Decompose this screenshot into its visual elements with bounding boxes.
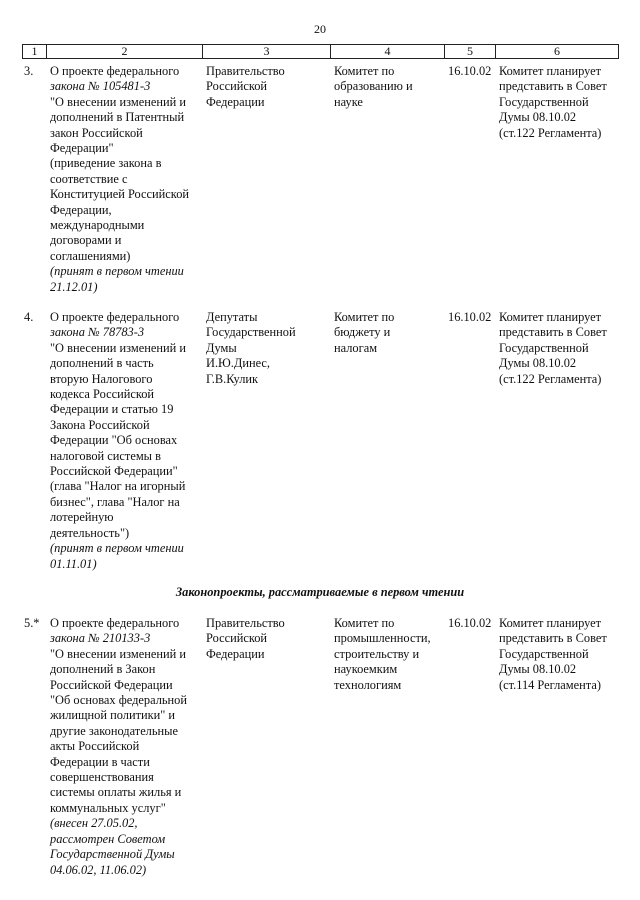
plan-line: Думы 08.10.02	[499, 662, 577, 677]
section-heading: Законопроекты, рассматриваемые в первом чтении	[175, 585, 465, 599]
bill-title-line: бизнес", глава "Налог на	[50, 494, 180, 509]
column-number-2: 2	[47, 45, 203, 59]
plan-line: Думы 08.10.02	[499, 110, 577, 125]
bill-title-line: вторую Налогового	[50, 371, 153, 386]
bill-status-line: 21.12.01)	[50, 279, 98, 294]
bill-title-cell	[50, 616, 202, 878]
bill-title-line: налоговой системы в	[50, 448, 161, 463]
bill-title-line: акты Российской	[50, 739, 140, 754]
plan-line: (ст.114 Регламента)	[499, 677, 601, 692]
row-number: 5.*	[24, 616, 40, 630]
committee-line: бюджету и	[334, 325, 391, 340]
initiator-line: Депутаты	[206, 310, 258, 324]
initiator-cell	[206, 310, 331, 387]
bill-status-line: рассмотрен Советом	[50, 831, 166, 846]
committee-cell	[334, 64, 444, 110]
plan-line: Государственной	[499, 646, 589, 661]
bill-title-line: другие законодательные	[50, 723, 178, 738]
plan-line: Думы 08.10.02	[499, 356, 577, 371]
bill-title-line: соглашениями)	[50, 248, 131, 263]
committee-line: науке	[334, 94, 363, 109]
bill-number: закона № 105481-3	[50, 79, 151, 94]
plan-line: Государственной	[499, 94, 589, 109]
bill-title-line: жилищной политики" и	[50, 708, 176, 723]
bill-title-line: "О внесении изменений и	[50, 340, 186, 355]
row-number: 3.	[24, 64, 34, 78]
bill-title-line: Российской Федерации"	[50, 464, 178, 479]
plan-line: представить в Совет	[499, 631, 607, 646]
committee-line: строительству и	[334, 646, 420, 661]
column-number-3: 3	[203, 45, 331, 59]
column-number-4: 4	[331, 45, 445, 59]
committee-line: образованию и	[334, 79, 413, 94]
initiator-line: И.Ю.Динес,	[206, 356, 270, 371]
bill-title-line: Федерации в части	[50, 754, 150, 769]
bill-number: закона № 78783-3	[50, 325, 145, 340]
committee-line: промышленности,	[334, 631, 431, 646]
bill-status-line: 01.11.01)	[50, 556, 97, 571]
date-cell: 16.10.02	[448, 616, 492, 630]
initiator-line: Российской	[206, 631, 268, 646]
plan-cell	[499, 64, 619, 141]
bill-status-line: Государственной Думы	[50, 847, 175, 862]
bill-title-cell	[50, 310, 202, 572]
bill-title-line: "О внесении изменений и	[50, 94, 186, 109]
bill-title-line: Федерации,	[50, 202, 112, 217]
initiator-line: Правительство	[206, 64, 285, 78]
bill-title-line: "О внесении изменений и	[50, 646, 186, 661]
column-number-5: 5	[445, 45, 496, 59]
plan-line: (ст.122 Регламента)	[499, 371, 602, 386]
column-number-1: 1	[23, 45, 47, 59]
bill-title-line: международными	[50, 218, 145, 233]
initiator-line: Государственной	[206, 325, 296, 340]
bill-title-line: деятельность")	[50, 525, 130, 540]
bill-status-line: 04.06.02, 11.06.02)	[50, 862, 147, 877]
column-number-6: 6	[496, 45, 619, 59]
plan-line: Комитет планирует	[499, 310, 602, 324]
committee-line: Комитет по	[334, 64, 395, 78]
committee-line: технологиям	[334, 677, 402, 692]
plan-line: (ст.122 Регламента)	[499, 125, 602, 140]
bill-title-line: кодекса Российской	[50, 387, 155, 402]
bill-title-line: (глава "Налог на игорный	[50, 479, 186, 494]
plan-line: Комитет планирует	[499, 64, 602, 78]
initiator-line: Российской	[206, 79, 268, 94]
plan-line: представить в Совет	[499, 79, 607, 94]
bill-number: закона № 210133-3	[50, 631, 151, 646]
plan-line: представить в Совет	[499, 325, 607, 340]
bill-title-line: Федерации"	[50, 141, 114, 156]
bill-title-line: Федерации и статью 19	[50, 402, 174, 417]
bill-title-line: совершенствования	[50, 770, 154, 785]
bill-title-prefix: О проекте федерального	[50, 310, 180, 324]
bill-title-line: дополнений в Патентный	[50, 110, 185, 125]
committee-cell	[334, 310, 444, 356]
bill-title-line: дополнений в часть	[50, 356, 154, 371]
initiator-line: Федерации	[206, 94, 265, 109]
bill-title-line: лотерейную	[50, 510, 114, 525]
bill-title-line: системы оплаты жилья и	[50, 785, 182, 800]
bill-title-line: коммунальных услуг"	[50, 800, 166, 815]
plan-cell	[499, 616, 619, 693]
bill-title-line: соответствие с	[50, 171, 128, 186]
bill-title-line: Российской Федерации	[50, 677, 173, 692]
date-cell: 16.10.02	[448, 310, 492, 324]
bill-title-line: Закона Российской	[50, 417, 150, 432]
initiator-line: Правительство	[206, 616, 285, 630]
committee-line: Комитет по	[334, 310, 395, 324]
date-cell: 16.10.02	[448, 64, 492, 78]
bill-status-line: (принят в первом чтении	[50, 541, 184, 556]
bill-title-line: Конституцией Российской	[50, 187, 190, 202]
bill-title-line: (приведение закона в	[50, 156, 162, 171]
initiator-cell	[206, 616, 331, 662]
initiator-line: Г.В.Кулик	[206, 371, 259, 386]
bill-title-line: дополнений в Закон	[50, 662, 156, 677]
plan-cell	[499, 310, 619, 387]
committee-line: налогам	[334, 340, 378, 355]
committee-line: наукоемким	[334, 662, 398, 677]
initiator-line: Федерации	[206, 646, 265, 661]
bill-title-cell	[50, 64, 202, 295]
initiator-cell	[206, 64, 331, 110]
committee-line: Комитет по	[334, 616, 395, 630]
initiator-line: Думы	[206, 340, 237, 355]
bill-title-line: Федерации "Об основах	[50, 433, 178, 448]
bill-title-line: "Об основах федеральной	[50, 693, 187, 708]
plan-line: Государственной	[499, 340, 589, 355]
bill-title-line: договорами и	[50, 233, 122, 248]
column-header-row	[22, 44, 619, 59]
row-number: 4.	[24, 310, 34, 324]
bill-title-line: закон Российской	[50, 125, 143, 140]
page-number: 20	[314, 22, 326, 36]
committee-cell	[334, 616, 444, 693]
bill-title-prefix: О проекте федерального	[50, 64, 180, 78]
bill-status-line: (принят в первом чтении	[50, 264, 184, 279]
bill-status-line: (внесен 27.05.02,	[50, 816, 138, 831]
plan-line: Комитет планирует	[499, 616, 602, 630]
bill-title-prefix: О проекте федерального	[50, 616, 180, 630]
